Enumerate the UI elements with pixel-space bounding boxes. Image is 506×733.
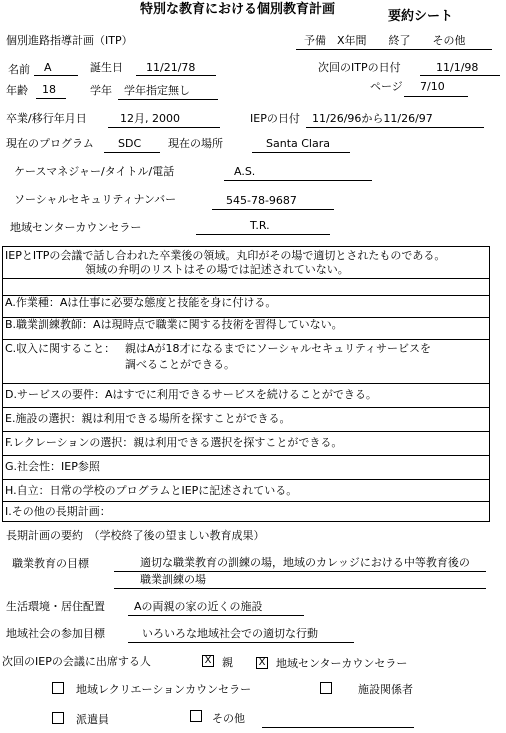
area-e: E.施設の選択：親は利用できる場所を探すことができる。 [5, 412, 291, 425]
vocational-underline-1 [114, 571, 486, 572]
ssn-underline [212, 209, 334, 210]
area-a-row [3, 295, 489, 317]
next-itp-underline [420, 75, 500, 76]
counselor-checkbox[interactable]: X [256, 657, 268, 669]
other-label: その他 [212, 712, 245, 725]
area-c-line2: 調べることができる。 [125, 358, 235, 371]
vocational-label: 職業教育の目標 [12, 557, 89, 570]
living-value: Aの両親の家の近くの施設 [134, 600, 263, 613]
other-checkbox[interactable] [190, 710, 202, 722]
area-c-label: C.収入に関すること： [5, 342, 116, 355]
summary-sheet-label: 要約シート [388, 9, 454, 24]
grade-value: 学年指定無し [124, 84, 190, 97]
program-label: 現在のプログラム [6, 137, 94, 150]
grade-underline [118, 99, 218, 100]
recreation-label: 地域レクリエーションカウンセラー [76, 683, 252, 696]
area-h: H.自立：日常の学校のプログラムとIEPに記述されている。 [5, 484, 298, 497]
area-h-row [3, 479, 489, 501]
counselor-label: 地域センターカウンセラー [10, 221, 142, 234]
program-underline [104, 152, 160, 153]
case-manager-label: ケースマネジャー/タイトル/電話 [14, 165, 175, 178]
graduation-label: 卒業/移行年月日 [6, 112, 87, 125]
area-g: G.社会性：IEP参照 [5, 460, 100, 473]
birthday-underline [136, 75, 216, 76]
itp-label: 個別進路指導計画（ITP） [6, 34, 133, 47]
itp-status-underline [296, 49, 492, 50]
graduation-underline [108, 127, 220, 128]
next-itp-value: 11/1/98 [436, 61, 479, 74]
vocational-underline-2 [114, 588, 486, 589]
areas-subheader: 領域の弁明のリストはその場では記述されていない。 [85, 263, 349, 276]
area-a: A.作業種：Aは仕事に必要な態度と技能を身に付ける。 [5, 296, 277, 309]
facility-label: 施設関係者 [358, 683, 413, 696]
iep-date-underline [306, 127, 484, 128]
ssn-value: 545-78-9687 [226, 194, 297, 207]
location-label: 現在の場所 [168, 137, 223, 150]
graduation-value: 12月, 2000 [120, 112, 180, 125]
location-underline [252, 152, 350, 153]
area-b-row [3, 317, 489, 339]
iep-date-label: IEPの日付 [250, 112, 300, 125]
iep-date-value: 11/26/96から11/26/97 [312, 112, 433, 125]
counselor-underline [196, 234, 330, 235]
age-label: 年齢 [6, 84, 28, 97]
area-e-row [3, 407, 489, 431]
birthday-label: 誕生日 [90, 61, 123, 74]
name-value: A [44, 61, 52, 74]
community-label: 地域社会の参加目標 [6, 627, 105, 640]
counselor-attendee-label: 地域センターカウンセラー [276, 657, 408, 670]
page-value: 7/10 [420, 80, 445, 93]
long-term-label: 長期計画の要約 （学校終了後の望ましい教育成果） [6, 529, 265, 542]
recreation-checkbox[interactable] [52, 682, 64, 694]
other-underline [262, 727, 414, 728]
community-underline [128, 642, 354, 643]
age-value: 18 [42, 83, 56, 96]
area-i: I.その他の長期計画： [5, 505, 111, 518]
area-c-line1: 親はAが18才になるまでにソーシャルセキュリティサービスを [125, 342, 431, 355]
area-f-row [3, 431, 489, 455]
area-f: F.レクレーションの選択：親は利用できる選択を探すことができる。 [5, 436, 343, 449]
counselor-value: T.R. [250, 219, 270, 232]
program-value: SDC [118, 137, 142, 150]
page-label: ページ [370, 80, 403, 93]
vocational-line1: 適切な職業教育の訓練の場，地域のカレッジにおける中等教育後の [140, 556, 470, 569]
area-i-row [3, 501, 489, 521]
page-underline [404, 96, 468, 97]
grade-label: 学年 [90, 84, 112, 97]
parent-checkbox[interactable]: X [202, 655, 214, 667]
next-itp-label: 次回のITPの日付 [318, 61, 401, 74]
area-b: B.職業訓練教師：Aは現時点で職業に関する技術を習得していない。 [5, 318, 343, 331]
location-value: Santa Clara [266, 137, 330, 150]
dispatch-label: 派遣員 [76, 713, 109, 726]
case-manager-underline [224, 180, 372, 181]
areas-header: IEPとITPの会議で話し合われた卒業後の領域。丸印がその場で適切とされたものである。 [5, 249, 446, 262]
post-school-areas-table [2, 246, 490, 522]
areas-header-row [3, 247, 489, 279]
facility-checkbox[interactable] [320, 682, 332, 694]
area-d: D.サービスの要件：Aはすでに利用できるサービスを続けることができる。 [5, 388, 377, 401]
dispatch-checkbox[interactable] [52, 712, 64, 724]
vocational-line2: 職業訓練の場 [140, 573, 206, 586]
name-underline [34, 75, 78, 76]
area-d-row [3, 383, 489, 407]
parent-label: 親 [222, 656, 233, 669]
attendees-label: 次回のIEPの会議に出席する人 [2, 655, 151, 668]
area-g-row [3, 455, 489, 479]
age-underline [36, 98, 66, 99]
areas-header-divider [2, 278, 490, 279]
living-underline [128, 615, 304, 616]
community-value: いろいろな地域社会での適切な行動 [142, 627, 318, 640]
ssn-label: ソーシャルセキュリティナンバー [14, 193, 177, 206]
case-manager-value: A.S. [234, 165, 256, 178]
area-c-row [3, 339, 489, 383]
living-label: 生活環境・居住配置 [6, 600, 105, 613]
birthday-value: 11/21/78 [146, 61, 196, 74]
document-title: 特別な教育における個別教育計画 [140, 2, 336, 17]
itp-status-options: 予備 X年間 終了 その他 [304, 34, 466, 47]
name-label: 名前 [8, 63, 30, 76]
